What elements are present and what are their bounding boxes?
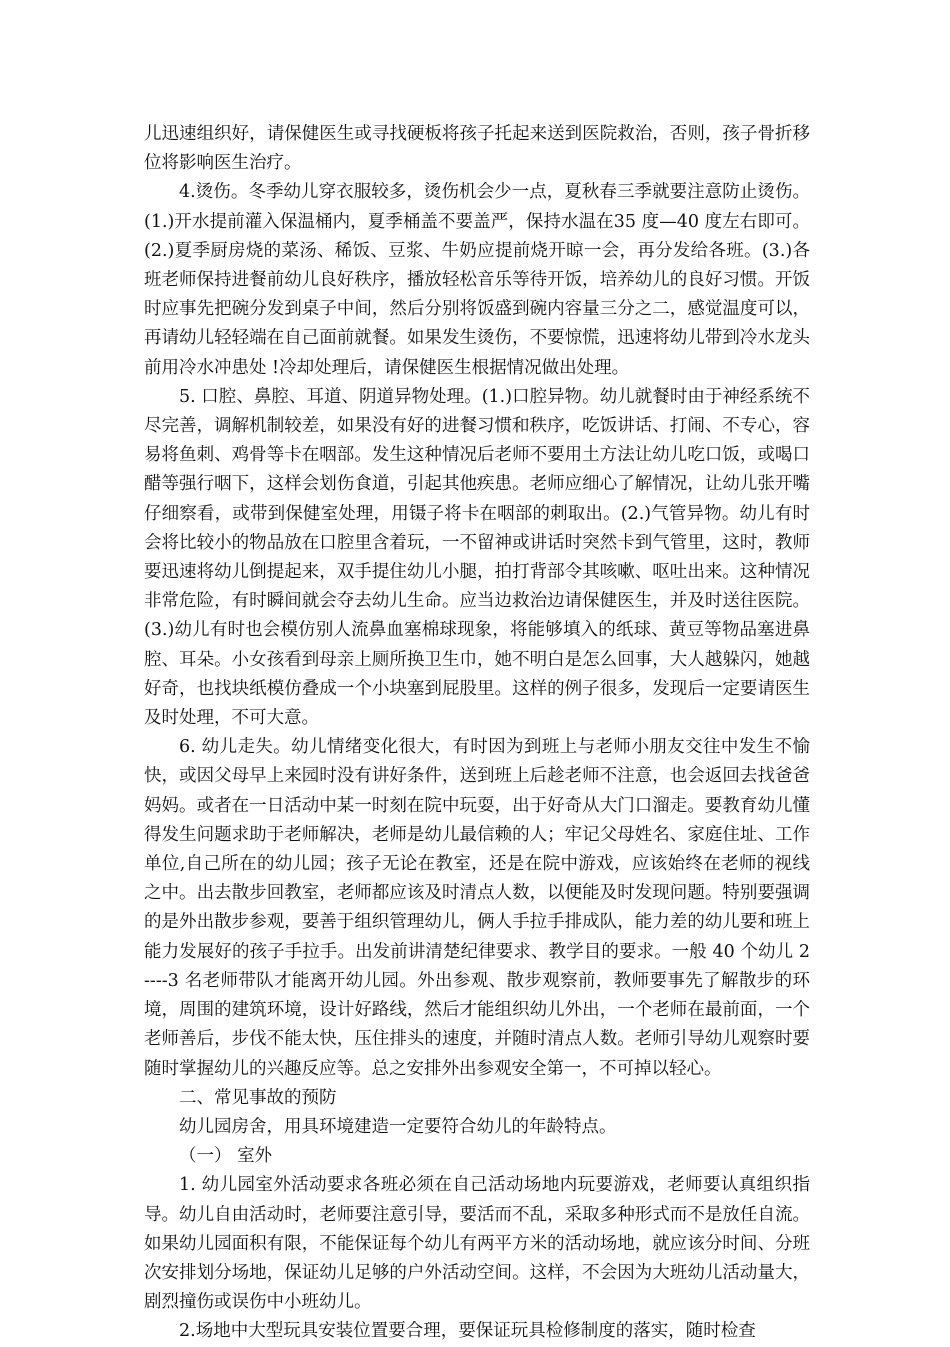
paragraph-lost-child: 6. 幼儿走失。幼儿情绪变化很大，有时因为到班上与老师小朋友交往中发生不愉快，或因父母早上来园时没有讲好条件，送到班上后趁老师不注意，也会返回去找爸爸妈妈。或者在一日活动中某一时刻在院中玩耍，出于好奇从大门口溜走。要教育幼儿懂得发生问题求助于老师解决，老师是幼儿最信赖的人；牢记父母姓名、家庭住址、工作单位,自己所在的幼儿园；孩子无论在教室，还是在院中游戏，应该始终在老师的视线之中。出去散步回教室，老师都应该及时清点人数，以便能及时发现问题。特别要强调的是外出散步参观，要善于组织管理幼儿，俩人手拉手排成队，能力差的幼儿要和班上能力发展好的孩子手拉手。出发前讲清楚纪律要求、教学目的要求。一般 40 个幼儿 2----3 名老师带队才能离开幼儿园。外出参观、散步观察前，教师要事先了解散步的环境，周围的建筑环境，设计好路线，然后才能组织幼儿外出，一个老师在最前面，一个老师善后，步伐不能太快，压住排头的速度，并随时清点人数。老师引导幼儿观察时要随时掌握幼儿的兴趣反应等。总之安排外出参观安全第一，不可掉以轻心。 <box>144 737 810 1079</box>
paragraph-burns: 4.烫伤。冬季幼儿穿衣服较多，烫伤机会少一点，夏秋春三季就要注意防止烫伤。(1.)开水提前灌入保温桶内，夏季桶盖不要盖严，保持水温在35 度—40 度左右即可。(2.)夏季厨房烧的菜汤、稀饭、豆浆、牛奶应提前烧开晾一会，再分发给各班。(3.)各班老师保持进餐前幼儿良好秩序，播放轻松音乐等待开饭，培养幼儿的良好习惯。开饭时应事先把碗分发到桌子中间，然后分别将饭盛到碗内容量三分之二，感觉温度可以，再请幼儿轻轻端在自己面前就餐。如果发生烫伤，不要惊慌，迅速将幼儿带到冷水龙头前用冷水冲患处 !冷却处理后，请保健医生根据情况做出处理。 <box>144 182 810 378</box>
paragraph-continuation: 儿迅速组织好，请保健医生或寻找硬板将孩子托起来送到医院救治，否则，孩子骨折移位将影响医生治疗。 <box>144 124 810 174</box>
paragraph-foreign-objects: 5. 口腔、鼻腔、耳道、阴道异物处理。(1.)口腔异物。幼儿就餐时由于神经系统不尽完善，调解机制较差，如果没有好的进餐习惯和秩序，吃饭讲话、打闹、不专心，容易将鱼刺、鸡骨等卡在咽部。发生这种情况后老师不要用土方法让幼儿吃口饭，或喝口醋等强行咽下，这样会划伤食道，引起其他疾患。老师应细心了解情况，让幼儿张开嘴仔细察看，或带到保健室处理，用镊子将卡在咽部的刺取出。(2.)气管异物。幼儿有时会将比较小的物品放在口腔里含着玩，一不留神或讲话时突然卡到气管里，这时，教师要迅速将幼儿倒提起来，双手提住幼儿小腿，拍打背部令其咳嗽、呕吐出来。这种情况非常危险，有时瞬间就会夺去幼儿生命。应当边救治边请保健医生，并及时送往医院。(3.)幼儿有时也会模仿别人流鼻血塞棉球现象，将能够填入的纸球、黄豆等物品塞进鼻腔、耳朵。小女孩看到母亲上厕所换卫生巾，她不明白是怎么回事，大人越躲闪，她越好奇，也找块纸模仿叠成一个小块塞到屁股里。这样的例子很多，发现后一定要请医生及时处理，不可大意。 <box>144 386 810 729</box>
section-heading-accident-prevention: 二、常见事故的预防 <box>179 1087 337 1108</box>
document-body <box>144 120 810 1347</box>
paragraph-playground-equipment: 2.场地中大型玩具安装位置要合理，要保证玩具检修制度的落实，随时检查 <box>179 1321 756 1342</box>
paragraph-facilities: 幼儿园房舍，用具环境建造一定要符合幼儿的年龄特点。 <box>179 1116 617 1137</box>
subsection-heading-outdoor: （一） 室外 <box>179 1146 273 1167</box>
paragraph-outdoor-activities: 1. 幼儿园室外活动要求各班必须在自己活动场地内玩要游戏，老师要认真组织指导。幼儿自由活动时，老师要注意引导，要活而不乱，采取多种形式而不是放任自流。如果幼儿园面积有限，不能保证每个幼儿有两平方米的活动场地，就应该分时间、分班次安排划分场地，保证幼儿足够的户外活动空间。这样，不会因为大班幼儿活动量大，剧烈撞伤或误伤中小班幼儿。 <box>144 1175 810 1313</box>
